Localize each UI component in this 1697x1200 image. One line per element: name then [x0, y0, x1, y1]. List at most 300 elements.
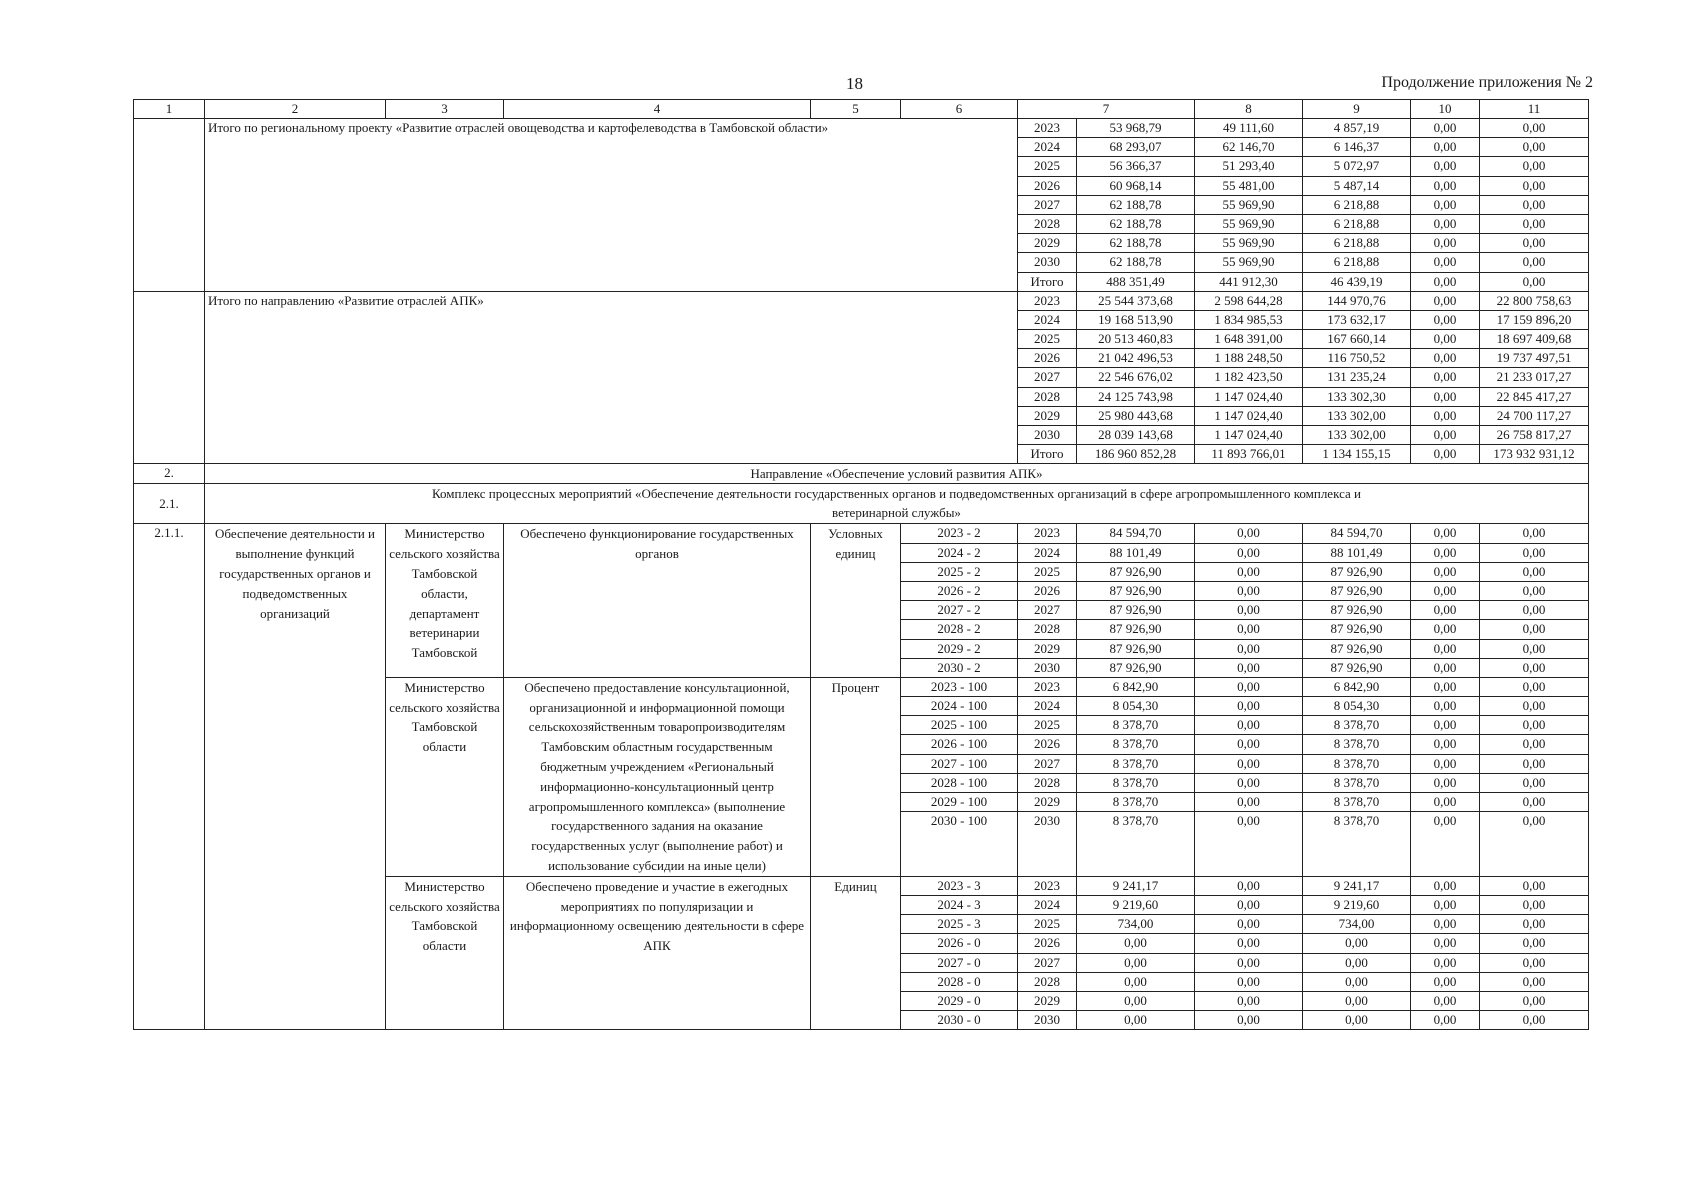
value-cell: 0,00: [1411, 562, 1480, 581]
value-cell: 8 378,70: [1303, 773, 1411, 792]
indicator-cell: 2029 - 2: [901, 639, 1018, 658]
year-cell: 2025: [1018, 330, 1077, 349]
year-cell: 2029: [1018, 234, 1077, 253]
value-cell: 46 439,19: [1303, 272, 1411, 291]
value-cell: 68 293,07: [1077, 138, 1195, 157]
value-cell: 87 926,90: [1303, 581, 1411, 600]
value-cell: 8 054,30: [1077, 697, 1195, 716]
year-cell: Итого: [1018, 272, 1077, 291]
value-cell: 0,00: [1195, 953, 1303, 972]
year-cell: 2025: [1018, 716, 1077, 735]
value-cell: 87 926,90: [1303, 639, 1411, 658]
value-cell: 84 594,70: [1303, 524, 1411, 543]
value-cell: 8 378,70: [1077, 735, 1195, 754]
value-cell: 0,00: [1411, 581, 1480, 600]
value-cell: 0,00: [1480, 543, 1589, 562]
year-cell: 2030: [1018, 1011, 1077, 1030]
year-cell: 2026: [1018, 934, 1077, 953]
value-cell: 173 932 931,12: [1480, 445, 1589, 464]
value-cell: 55 969,90: [1195, 195, 1303, 214]
value-cell: 0,00: [1411, 387, 1480, 406]
value-cell: 2 598 644,28: [1195, 291, 1303, 310]
year-cell: 2029: [1018, 991, 1077, 1010]
year-cell: 2026: [1018, 349, 1077, 368]
value-cell: 0,00: [1195, 697, 1303, 716]
value-cell: 0,00: [1411, 991, 1480, 1010]
year-cell: 2027: [1018, 195, 1077, 214]
header-cell: 9: [1303, 100, 1411, 119]
unit-cell: Условных единиц: [811, 524, 901, 678]
value-cell: 0,00: [1480, 972, 1589, 991]
year-cell: 2025: [1018, 915, 1077, 934]
value-cell: 0,00: [1411, 1011, 1480, 1030]
value-cell: 0,00: [1411, 896, 1480, 915]
year-cell: 2027: [1018, 754, 1077, 773]
indicator-cell: 2028 - 0: [901, 972, 1018, 991]
indicator-cell: 2023 - 3: [901, 876, 1018, 895]
indicator-cell: 2024 - 2: [901, 543, 1018, 562]
value-cell: 0,00: [1411, 953, 1480, 972]
value-cell: 0,00: [1411, 272, 1480, 291]
value-cell: 1 834 985,53: [1195, 310, 1303, 329]
value-cell: 0,00: [1411, 915, 1480, 934]
value-cell: 6 842,90: [1303, 677, 1411, 696]
value-cell: 25 544 373,68: [1077, 291, 1195, 310]
year-cell: 2024: [1018, 310, 1077, 329]
header-cell: 11: [1480, 100, 1589, 119]
value-cell: 0,00: [1411, 677, 1480, 696]
value-cell: 8 378,70: [1303, 716, 1411, 735]
value-cell: 0,00: [1411, 234, 1480, 253]
year-cell: 2023: [1018, 291, 1077, 310]
value-cell: 488 351,49: [1077, 272, 1195, 291]
value-cell: 0,00: [1480, 735, 1589, 754]
year-cell: 2028: [1018, 620, 1077, 639]
value-cell: 28 039 143,68: [1077, 426, 1195, 445]
value-cell: 6 218,88: [1303, 195, 1411, 214]
value-cell: 6 842,90: [1077, 677, 1195, 696]
value-cell: 0,00: [1411, 793, 1480, 812]
value-cell: 9 241,17: [1303, 876, 1411, 895]
value-cell: 0,00: [1411, 543, 1480, 562]
value-cell: 133 302,00: [1303, 426, 1411, 445]
section-number: 2.: [134, 464, 205, 484]
value-cell: 0,00: [1195, 896, 1303, 915]
value-cell: 0,00: [1195, 620, 1303, 639]
indicator-cell: 2028 - 2: [901, 620, 1018, 639]
value-cell: 0,00: [1411, 406, 1480, 425]
year-cell: 2024: [1018, 138, 1077, 157]
section-row: [134, 464, 1589, 484]
value-cell: 55 481,00: [1195, 176, 1303, 195]
value-cell: 0,00: [1195, 716, 1303, 735]
value-cell: 0,00: [1411, 716, 1480, 735]
year-cell: 2028: [1018, 214, 1077, 233]
value-cell: 0,00: [1411, 773, 1480, 792]
value-cell: 0,00: [1195, 735, 1303, 754]
year-cell: 2029: [1018, 639, 1077, 658]
value-cell: 0,00: [1411, 524, 1480, 543]
value-cell: 0,00: [1303, 934, 1411, 953]
year-cell: 2028: [1018, 972, 1077, 991]
value-cell: 84 594,70: [1077, 524, 1195, 543]
value-cell: 56 366,37: [1077, 157, 1195, 176]
value-cell: 0,00: [1480, 562, 1589, 581]
header-cell: 1: [134, 100, 205, 119]
year-cell: 2025: [1018, 562, 1077, 581]
value-cell: 0,00: [1411, 735, 1480, 754]
empty-cell: [134, 291, 205, 464]
header-cell: 7: [1018, 100, 1195, 119]
value-cell: 8 054,30: [1303, 697, 1411, 716]
value-cell: 87 926,90: [1303, 601, 1411, 620]
value-cell: 0,00: [1480, 876, 1589, 895]
year-cell: 2028: [1018, 773, 1077, 792]
indicator-cell: 2026 - 2: [901, 581, 1018, 600]
value-cell: 0,00: [1195, 972, 1303, 991]
value-cell: 0,00: [1411, 812, 1480, 877]
value-cell: 0,00: [1411, 310, 1480, 329]
value-cell: 0,00: [1411, 426, 1480, 445]
value-cell: 55 969,90: [1195, 234, 1303, 253]
value-cell: 0,00: [1411, 972, 1480, 991]
table-body: [134, 100, 1589, 1030]
value-cell: 734,00: [1303, 915, 1411, 934]
value-cell: 62 188,78: [1077, 195, 1195, 214]
value-cell: 87 926,90: [1077, 658, 1195, 677]
value-cell: 1 147 024,40: [1195, 387, 1303, 406]
unit-cell: Единиц: [811, 876, 901, 1030]
value-cell: 0,00: [1411, 697, 1480, 716]
year-cell: 2026: [1018, 735, 1077, 754]
indicator-cell: 2027 - 100: [901, 754, 1018, 773]
value-cell: 51 293,40: [1195, 157, 1303, 176]
indicator-cell: 2027 - 2: [901, 601, 1018, 620]
value-cell: 0,00: [1411, 601, 1480, 620]
year-cell: 2026: [1018, 176, 1077, 195]
value-cell: 186 960 852,28: [1077, 445, 1195, 464]
unit-cell: Процент: [811, 677, 901, 876]
value-cell: 0,00: [1480, 697, 1589, 716]
value-cell: 0,00: [1411, 253, 1480, 272]
year-cell: 2027: [1018, 368, 1077, 387]
value-cell: 0,00: [1303, 1011, 1411, 1030]
year-cell: 2030: [1018, 658, 1077, 677]
value-cell: 0,00: [1480, 639, 1589, 658]
value-cell: 0,00: [1480, 119, 1589, 138]
value-cell: 0,00: [1480, 953, 1589, 972]
value-cell: 0,00: [1480, 524, 1589, 543]
value-cell: 0,00: [1480, 214, 1589, 233]
value-cell: 0,00: [1480, 1011, 1589, 1030]
value-cell: 19 168 513,90: [1077, 310, 1195, 329]
value-cell: 0,00: [1480, 677, 1589, 696]
value-cell: 0,00: [1480, 773, 1589, 792]
value-cell: 0,00: [1077, 953, 1195, 972]
value-cell: 133 302,30: [1303, 387, 1411, 406]
value-cell: 88 101,49: [1077, 543, 1195, 562]
year-cell: 2023: [1018, 119, 1077, 138]
indicator-cell: 2026 - 0: [901, 934, 1018, 953]
value-cell: 0,00: [1411, 349, 1480, 368]
value-cell: 441 912,30: [1195, 272, 1303, 291]
value-cell: 144 970,76: [1303, 291, 1411, 310]
value-cell: 0,00: [1195, 677, 1303, 696]
value-cell: 0,00: [1480, 157, 1589, 176]
value-cell: 62 188,78: [1077, 214, 1195, 233]
value-cell: 8 378,70: [1077, 773, 1195, 792]
indicator-cell: 2030 - 100: [901, 812, 1018, 877]
value-cell: 22 800 758,63: [1480, 291, 1589, 310]
value-cell: 0,00: [1303, 991, 1411, 1010]
value-cell: 0,00: [1195, 915, 1303, 934]
value-cell: 0,00: [1411, 934, 1480, 953]
value-cell: 0,00: [1303, 972, 1411, 991]
indicator-cell: 2023 - 2: [901, 524, 1018, 543]
value-cell: 0,00: [1411, 368, 1480, 387]
value-cell: 87 926,90: [1303, 620, 1411, 639]
value-cell: 0,00: [1480, 581, 1589, 600]
value-cell: 8 378,70: [1077, 793, 1195, 812]
value-cell: 0,00: [1411, 876, 1480, 895]
value-cell: 0,00: [1195, 812, 1303, 877]
value-cell: 19 737 497,51: [1480, 349, 1589, 368]
year-cell: 2030: [1018, 812, 1077, 877]
value-cell: 8 378,70: [1303, 735, 1411, 754]
section-title: Направление «Обеспечение условий развития АПК»: [205, 464, 1589, 484]
value-cell: 0,00: [1480, 272, 1589, 291]
indicator-cell: 2025 - 100: [901, 716, 1018, 735]
value-cell: 0,00: [1411, 445, 1480, 464]
value-cell: 60 968,14: [1077, 176, 1195, 195]
value-cell: 0,00: [1195, 934, 1303, 953]
value-cell: 1 147 024,40: [1195, 406, 1303, 425]
value-cell: 0,00: [1195, 562, 1303, 581]
value-cell: 0,00: [1411, 214, 1480, 233]
year-cell: 2030: [1018, 426, 1077, 445]
year-cell: 2028: [1018, 387, 1077, 406]
value-cell: 6 146,37: [1303, 138, 1411, 157]
value-cell: 24 125 743,98: [1077, 387, 1195, 406]
total-label: Итого по направлению «Развитие отраслей АПК»: [205, 291, 1018, 464]
value-cell: 0,00: [1195, 639, 1303, 658]
value-cell: 116 750,52: [1303, 349, 1411, 368]
value-cell: 8 378,70: [1077, 754, 1195, 773]
year-cell: 2026: [1018, 581, 1077, 600]
value-cell: 0,00: [1480, 620, 1589, 639]
empty-cell: [134, 119, 205, 292]
value-cell: 0,00: [1480, 601, 1589, 620]
total-row: [134, 119, 1589, 138]
value-cell: 0,00: [1195, 754, 1303, 773]
value-cell: 22 845 417,27: [1480, 387, 1589, 406]
value-cell: 0,00: [1480, 896, 1589, 915]
executor-cell: Министерство сельского хозяйства Тамбовской области: [386, 677, 504, 876]
value-cell: 0,00: [1411, 639, 1480, 658]
value-cell: 0,00: [1480, 253, 1589, 272]
result-cell: Обеспечено предоставление консультационной, организационной и информационной помощи сельскохозяйственным товаропроизводителям Тамбовским областным государственным бюджетным учреждением «Региональный информационно-консультационный центр агропромышленного комплекса» (выполнение государственного задания на оказание государственных услуг (выполнение работ) и использование субсидии на иные цели): [504, 677, 811, 876]
value-cell: 9 219,60: [1303, 896, 1411, 915]
section-number: 2.1.: [134, 484, 205, 524]
indicator-cell: 2030 - 2: [901, 658, 1018, 677]
value-cell: 87 926,90: [1077, 639, 1195, 658]
value-cell: 88 101,49: [1303, 543, 1411, 562]
result-cell: Обеспечено функционирование государственных органов: [504, 524, 811, 678]
indicator-cell: 2029 - 100: [901, 793, 1018, 812]
value-cell: 87 926,90: [1077, 620, 1195, 639]
value-cell: 0,00: [1195, 876, 1303, 895]
value-cell: 0,00: [1411, 754, 1480, 773]
value-cell: 62 188,78: [1077, 253, 1195, 272]
value-cell: 24 700 117,27: [1480, 406, 1589, 425]
value-cell: 20 513 460,83: [1077, 330, 1195, 349]
header-cell: 3: [386, 100, 504, 119]
value-cell: 0,00: [1411, 620, 1480, 639]
value-cell: 8 378,70: [1303, 793, 1411, 812]
year-cell: Итого: [1018, 445, 1077, 464]
value-cell: 22 546 676,02: [1077, 368, 1195, 387]
value-cell: 0,00: [1077, 934, 1195, 953]
item-row: [134, 524, 1589, 543]
value-cell: 173 632,17: [1303, 310, 1411, 329]
value-cell: 9 241,17: [1077, 876, 1195, 895]
header-row: [134, 100, 1589, 119]
executor-cell: Министерство сельского хозяйства Тамбовской области: [386, 876, 504, 1030]
value-cell: 5 487,14: [1303, 176, 1411, 195]
value-cell: 55 969,90: [1195, 253, 1303, 272]
year-cell: 2023: [1018, 524, 1077, 543]
value-cell: 0,00: [1480, 793, 1589, 812]
indicator-cell: 2025 - 3: [901, 915, 1018, 934]
value-cell: 26 758 817,27: [1480, 426, 1589, 445]
value-cell: 0,00: [1411, 330, 1480, 349]
value-cell: 17 159 896,20: [1480, 310, 1589, 329]
value-cell: 0,00: [1480, 991, 1589, 1010]
value-cell: 5 072,97: [1303, 157, 1411, 176]
value-cell: 4 857,19: [1303, 119, 1411, 138]
value-cell: 87 926,90: [1077, 562, 1195, 581]
value-cell: 0,00: [1195, 793, 1303, 812]
indicator-cell: 2029 - 0: [901, 991, 1018, 1010]
value-cell: 0,00: [1195, 1011, 1303, 1030]
indicator-cell: 2027 - 0: [901, 953, 1018, 972]
year-cell: 2027: [1018, 601, 1077, 620]
year-cell: 2029: [1018, 793, 1077, 812]
value-cell: 0,00: [1411, 176, 1480, 195]
value-cell: 167 660,14: [1303, 330, 1411, 349]
value-cell: 0,00: [1480, 754, 1589, 773]
program-table: [133, 99, 1589, 1030]
value-cell: 87 926,90: [1077, 601, 1195, 620]
value-cell: 18 697 409,68: [1480, 330, 1589, 349]
page-number: 18: [846, 74, 863, 93]
value-cell: 0,00: [1480, 234, 1589, 253]
value-cell: 53 968,79: [1077, 119, 1195, 138]
section-title: Комплекс процессных мероприятий «Обеспечение деятельности государственных органов и подведомственных организаций в сфере агропромышленного комплекса и ветеринарной службы»: [205, 484, 1589, 524]
value-cell: 0,00: [1480, 915, 1589, 934]
header-cell: 6: [901, 100, 1018, 119]
header-cell: 2: [205, 100, 386, 119]
indicator-cell: 2028 - 100: [901, 773, 1018, 792]
item-name: Обеспечение деятельности и выполнение функций государственных органов и подведомственных организаций: [205, 524, 386, 1030]
value-cell: 0,00: [1077, 991, 1195, 1010]
value-cell: 0,00: [1480, 658, 1589, 677]
value-cell: 0,00: [1480, 195, 1589, 214]
value-cell: 1 182 423,50: [1195, 368, 1303, 387]
year-cell: 2027: [1018, 953, 1077, 972]
value-cell: 0,00: [1411, 119, 1480, 138]
value-cell: 1 648 391,00: [1195, 330, 1303, 349]
header-cell: 5: [811, 100, 901, 119]
value-cell: 0,00: [1480, 934, 1589, 953]
header-cell: 8: [1195, 100, 1303, 119]
value-cell: 1 134 155,15: [1303, 445, 1411, 464]
value-cell: 0,00: [1195, 991, 1303, 1010]
value-cell: 131 235,24: [1303, 368, 1411, 387]
value-cell: 0,00: [1195, 524, 1303, 543]
value-cell: 0,00: [1195, 543, 1303, 562]
value-cell: 87 926,90: [1303, 658, 1411, 677]
value-cell: 0,00: [1411, 195, 1480, 214]
indicator-cell: 2030 - 0: [901, 1011, 1018, 1030]
value-cell: 0,00: [1480, 176, 1589, 195]
indicator-cell: 2024 - 3: [901, 896, 1018, 915]
section-row: [134, 484, 1589, 524]
value-cell: 734,00: [1077, 915, 1195, 934]
value-cell: 25 980 443,68: [1077, 406, 1195, 425]
year-cell: 2024: [1018, 543, 1077, 562]
value-cell: 87 926,90: [1303, 562, 1411, 581]
value-cell: 62 146,70: [1195, 138, 1303, 157]
year-cell: 2023: [1018, 876, 1077, 895]
value-cell: 0,00: [1480, 138, 1589, 157]
year-cell: 2025: [1018, 157, 1077, 176]
result-cell: Обеспечено проведение и участие в ежегодных мероприятиях по популяризации и информационному освещению деятельности в сфере АПК: [504, 876, 811, 1030]
indicator-cell: 2026 - 100: [901, 735, 1018, 754]
value-cell: 6 218,88: [1303, 234, 1411, 253]
value-cell: 1 147 024,40: [1195, 426, 1303, 445]
value-cell: 0,00: [1480, 716, 1589, 735]
value-cell: 0,00: [1195, 601, 1303, 620]
value-cell: 8 378,70: [1303, 754, 1411, 773]
value-cell: 0,00: [1195, 658, 1303, 677]
executor-cell: Министерство сельского хозяйства Тамбовской области, департамент ветеринарии Тамбовской: [386, 524, 504, 678]
indicator-cell: 2023 - 100: [901, 677, 1018, 696]
value-cell: 21 042 496,53: [1077, 349, 1195, 368]
value-cell: 0,00: [1411, 658, 1480, 677]
value-cell: 55 969,90: [1195, 214, 1303, 233]
value-cell: 0,00: [1077, 1011, 1195, 1030]
value-cell: 8 378,70: [1303, 812, 1411, 877]
value-cell: 1 188 248,50: [1195, 349, 1303, 368]
value-cell: 0,00: [1303, 953, 1411, 972]
value-cell: 21 233 017,27: [1480, 368, 1589, 387]
indicator-cell: 2025 - 2: [901, 562, 1018, 581]
item-number: 2.1.1.: [134, 524, 205, 1030]
value-cell: 0,00: [1195, 581, 1303, 600]
total-row: [134, 291, 1589, 310]
value-cell: 0,00: [1411, 291, 1480, 310]
value-cell: 6 218,88: [1303, 214, 1411, 233]
value-cell: 0,00: [1077, 972, 1195, 991]
continuation-label: Продолжение приложения № 2: [1381, 74, 1593, 91]
year-cell: 2024: [1018, 697, 1077, 716]
value-cell: 11 893 766,01: [1195, 445, 1303, 464]
value-cell: 87 926,90: [1077, 581, 1195, 600]
value-cell: 0,00: [1195, 773, 1303, 792]
year-cell: 2030: [1018, 253, 1077, 272]
year-cell: 2024: [1018, 896, 1077, 915]
